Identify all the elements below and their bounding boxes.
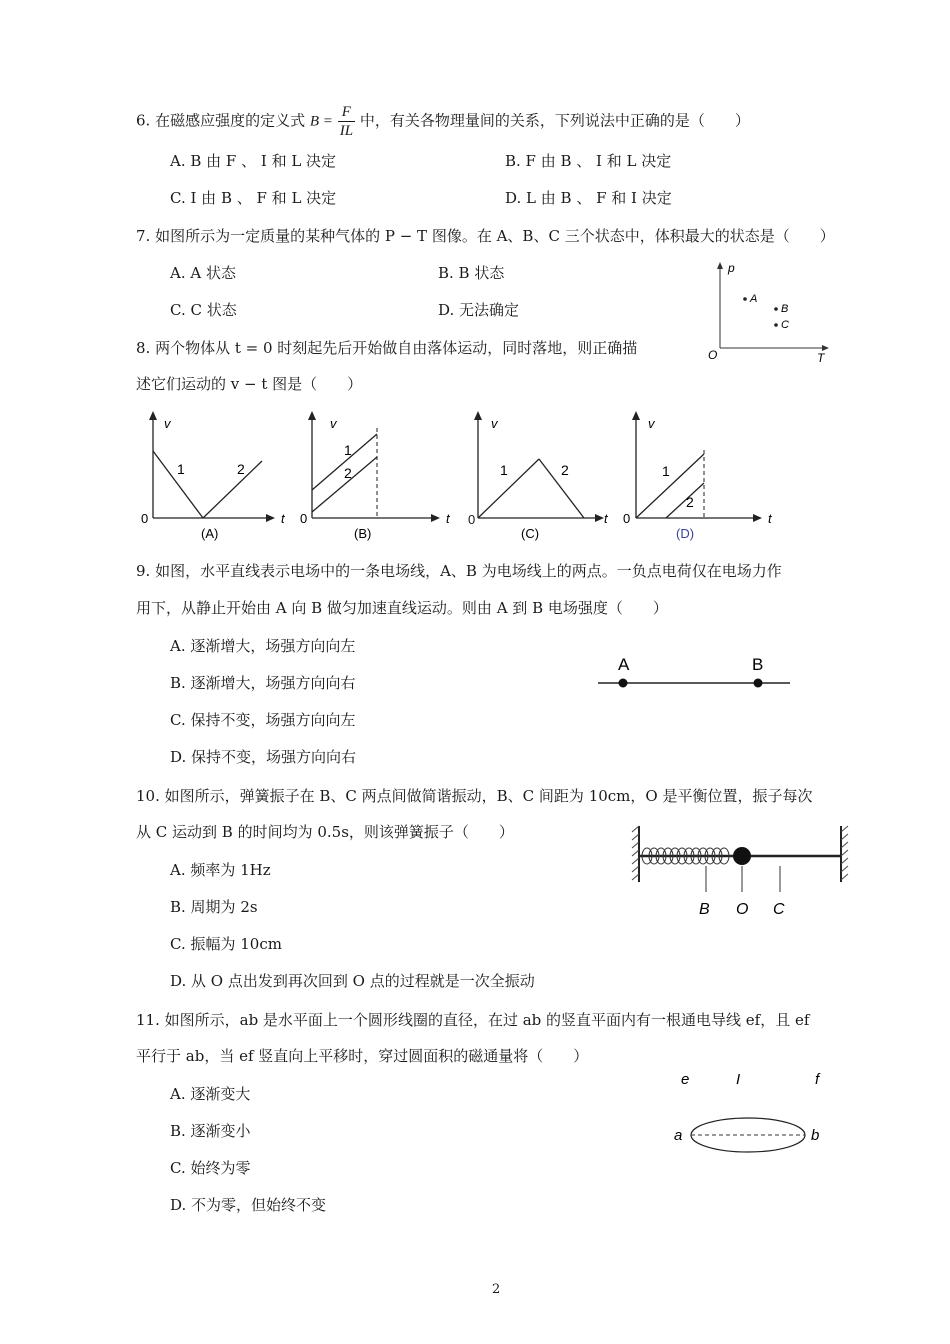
q8b-t-arrow-icon bbox=[431, 514, 440, 522]
q6-stem bbox=[136, 103, 750, 140]
q6-stem-pre: 6. 在磁感应强度的定义式 bbox=[136, 111, 306, 130]
q8d-line-1 bbox=[636, 454, 704, 518]
q8-stem-line2: 述它们运动的 v − t 图是（ ） bbox=[136, 375, 363, 393]
q7-pt-figure bbox=[700, 258, 840, 363]
q11-coil-figure bbox=[665, 1065, 835, 1165]
q8a-v-arrow-icon bbox=[149, 411, 157, 420]
q8a-line1-label: 1 bbox=[177, 461, 185, 477]
q11-stem-line1: 11. 如图所示，ab 是水平面上一个圆形线圈的直径，在过 ab 的竖直平面内有一根通电导线 ef，且 ef bbox=[136, 1011, 810, 1029]
q10-label-b: B bbox=[699, 901, 710, 918]
q9-option-d[interactable]: D. 保持不变，场强方向向右 bbox=[170, 748, 357, 766]
q10-spring-figure bbox=[625, 820, 860, 920]
q8d-caption: (D) bbox=[676, 526, 695, 541]
page-number: 2 bbox=[492, 1282, 501, 1297]
q8-graph-c[interactable] bbox=[466, 408, 621, 543]
q9-option-b[interactable]: B. 逐渐增大，场强方向向右 bbox=[170, 674, 356, 692]
q9-option-a[interactable]: A. 逐渐增大，场强方向向左 bbox=[170, 637, 356, 655]
q9-stem-line2: 用下，从静止开始由 A 向 B 做匀加速直线运动。则由 A 到 B 电场强度（ ） bbox=[136, 599, 668, 617]
q11-option-a[interactable]: A. 逐渐变大 bbox=[170, 1085, 251, 1103]
q8d-v-arrow-icon bbox=[632, 411, 640, 420]
q8b-origin: 0 bbox=[300, 511, 308, 526]
q7-point-a-dot bbox=[743, 297, 747, 301]
q8-graph-b[interactable] bbox=[296, 408, 456, 543]
q10-label-o: O bbox=[736, 901, 749, 918]
q11-label-b: b bbox=[811, 1127, 820, 1144]
q8b-line2-label: 2 bbox=[344, 465, 352, 481]
q8d-t-arrow-icon bbox=[753, 514, 762, 522]
q11-label-a: a bbox=[674, 1127, 683, 1144]
q7-y-arrow-icon bbox=[717, 262, 723, 269]
q11-label-e: e bbox=[681, 1071, 690, 1088]
q7-axis-t: T bbox=[817, 351, 825, 363]
q6-fraction bbox=[338, 103, 355, 140]
q10-label-c: C bbox=[773, 901, 785, 918]
q9-point-a-label: A bbox=[618, 655, 630, 674]
q8a-t-label: t bbox=[281, 511, 285, 526]
q6-fraction-numerator: F bbox=[338, 103, 355, 122]
q8d-t-label: t bbox=[768, 511, 772, 526]
q7-point-b-dot bbox=[774, 307, 778, 311]
q8a-line2-label: 2 bbox=[237, 461, 245, 477]
q9-point-a-dot bbox=[619, 679, 628, 688]
q7-origin: O bbox=[708, 348, 718, 362]
q8c-v-label: v bbox=[491, 416, 498, 431]
q11-stem-line2: 平行于 ab，当 ef 竖直向上平移时，穿过圆面积的磁通量将（ ） bbox=[136, 1047, 589, 1065]
q6-stem-post: 中，有关各物理量间的关系，下列说法中正确的是（ ） bbox=[359, 111, 750, 130]
q7-stem: 7. 如图所示为一定质量的某种气体的 P − T 图像。在 A、B、C 三个状态中，体积最大的状态是（ ） bbox=[136, 227, 835, 245]
q8c-t-arrow-icon bbox=[595, 514, 604, 522]
q9-point-b-dot bbox=[754, 679, 763, 688]
q9-stem-line1: 9. 如图，水平直线表示电场中的一条电场线，A、B 为电场线上的两点。一负点电荷仅在电场力作 bbox=[136, 562, 782, 580]
q8c-caption: (C) bbox=[521, 526, 540, 541]
q11-option-d[interactable]: D. 不为零，但始终不变 bbox=[170, 1196, 327, 1214]
q7-axis-p: p bbox=[728, 261, 735, 275]
q7-option-d[interactable]: D. 无法确定 bbox=[438, 301, 520, 319]
q7-point-a-label: A bbox=[750, 293, 758, 305]
q8b-v-label: v bbox=[330, 416, 337, 431]
q8a-v-label: v bbox=[164, 416, 171, 431]
q7-point-c-label: C bbox=[781, 319, 789, 331]
q6-option-b[interactable]: B. F 由 B 、 I 和 L 决定 bbox=[505, 152, 672, 170]
q10-option-b[interactable]: B. 周期为 2s bbox=[170, 898, 258, 916]
q8c-v-arrow-icon bbox=[474, 411, 482, 420]
q6-formula-lhs: B = bbox=[309, 113, 333, 130]
q8-graph-d[interactable] bbox=[618, 408, 778, 543]
q8a-origin: 0 bbox=[141, 511, 149, 526]
q8a-t-arrow-icon bbox=[266, 514, 275, 522]
q10-right-wall-hatch bbox=[841, 826, 848, 880]
q7-option-b[interactable]: B. B 状态 bbox=[438, 264, 505, 282]
q8d-line2-label: 2 bbox=[686, 494, 694, 510]
q8b-t-label: t bbox=[446, 511, 450, 526]
q8d-line1-label: 1 bbox=[662, 463, 670, 479]
q7-point-b-label: B bbox=[781, 303, 789, 315]
q8d-line-2 bbox=[666, 483, 704, 518]
q6-fraction-denominator: IL bbox=[339, 123, 354, 139]
q8d-origin: 0 bbox=[623, 511, 631, 526]
q8c-origin: 0 bbox=[468, 512, 476, 527]
q8c-line-1 bbox=[478, 459, 539, 518]
q10-option-c[interactable]: C. 振幅为 10cm bbox=[170, 935, 282, 953]
q11-option-c[interactable]: C. 始终为零 bbox=[170, 1159, 251, 1177]
q8b-v-arrow-icon bbox=[308, 411, 316, 420]
q8-stem-line1: 8. 两个物体从 t = 0 时刻起先后开始做自由落体运动，同时落地，则正确描 bbox=[136, 339, 638, 357]
q8a-caption: (A) bbox=[201, 526, 219, 541]
q8c-line1-label: 1 bbox=[500, 462, 508, 478]
q10-option-d[interactable]: D. 从 O 点出发到再次回到 O 点的过程就是一次全振动 bbox=[170, 972, 535, 990]
q8c-t-label: t bbox=[604, 511, 608, 526]
q6-option-a[interactable]: A. B 由 F 、 I 和 L 决定 bbox=[170, 152, 337, 170]
q7-option-a[interactable]: A. A 状态 bbox=[170, 264, 236, 282]
q9-point-b-label: B bbox=[752, 655, 764, 674]
q11-option-b[interactable]: B. 逐渐变小 bbox=[170, 1122, 251, 1140]
q6-option-c[interactable]: C. I 由 B 、 F 和 L 决定 bbox=[170, 189, 337, 207]
q8b-caption: (B) bbox=[354, 526, 372, 541]
q11-label-f: f bbox=[815, 1071, 820, 1088]
q8a-line-2 bbox=[203, 461, 262, 518]
q7-point-c-dot bbox=[774, 323, 778, 327]
q10-stem-line2: 从 C 运动到 B 的时间均为 0.5s，则该弹簧振子（ ） bbox=[136, 823, 514, 841]
q11-label-i: I bbox=[736, 1071, 741, 1088]
q8b-line1-label: 1 bbox=[344, 442, 352, 458]
q7-option-c[interactable]: C. C 状态 bbox=[170, 301, 237, 319]
q10-stem-line1: 10. 如图所示，弹簧振子在 B、C 两点间做简谐振动，B、C 间距为 10cm，O 是平衡位置，振子每次 bbox=[136, 787, 813, 805]
q9-field-line-figure bbox=[590, 650, 800, 695]
q8d-v-label: v bbox=[648, 416, 655, 431]
q8-graph-a[interactable] bbox=[135, 408, 285, 543]
q10-ball bbox=[733, 847, 751, 865]
q8c-line2-label: 2 bbox=[561, 462, 569, 478]
q10-option-a[interactable]: A. 频率为 1Hz bbox=[170, 861, 271, 879]
q6-option-d[interactable]: D. L 由 B 、 F 和 I 决定 bbox=[505, 189, 672, 207]
q9-option-c[interactable]: C. 保持不变，场强方向向左 bbox=[170, 711, 356, 729]
q10-left-wall-hatch bbox=[632, 826, 639, 880]
